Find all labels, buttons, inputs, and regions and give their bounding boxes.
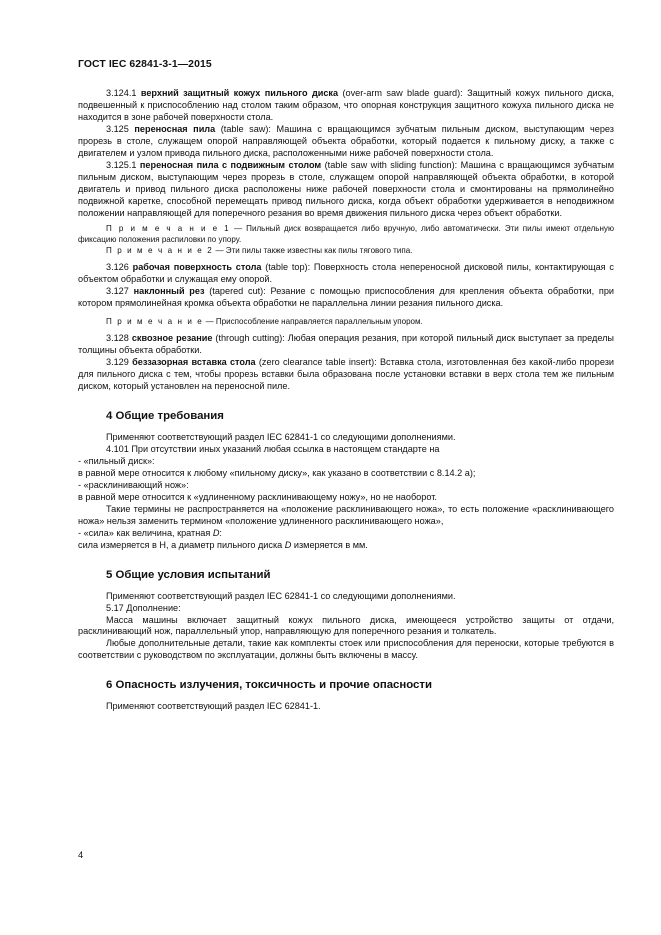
note-label: П р и м е ч а н и е 1 bbox=[106, 224, 231, 234]
section-4-paragraph bbox=[78, 540, 614, 552]
definition-term: переносная пила bbox=[134, 123, 216, 134]
definition-number: 3.127 bbox=[106, 286, 129, 297]
section-5-paragraph: Масса машины включает защитный кожух пильного диска, имеющееся устройство защиты от отдачи, расклинивающий нож, параллельный упор, направляющую для поперечного резания и толкатель. bbox=[78, 614, 614, 637]
definition-text: (table saw): Машина с вращающимся зубчатым пильным диском, выступающим через прорезь в столе, служащем опорой направляющей объекта обработки, который подается к пильному диску, а также с двигателем и узлом привода пильного диска, расположенными ниже рабочей поверхности стола. bbox=[78, 123, 614, 158]
page-content bbox=[78, 88, 614, 713]
section-5-paragraph: 5.17 Дополнение: bbox=[106, 602, 181, 613]
definition-3-128 bbox=[78, 333, 614, 357]
section-4-list-item: - «пильный диск»: bbox=[78, 455, 155, 466]
page-number: 4 bbox=[78, 850, 84, 860]
definition-term: сквозное резание bbox=[131, 333, 213, 344]
definition-term: рабочая поверхность стола bbox=[132, 262, 262, 273]
note-1 bbox=[78, 223, 614, 245]
section-4-paragraph: Такие термины не распространяется на «положение расклинивающего ножа», то есть положение «расклинивающего ножа» нельзя заменить термином «положение удлиненного расклинивающего ножа», bbox=[78, 503, 614, 526]
definition-term: беззазорная вставка стола bbox=[132, 357, 256, 368]
definition-number: 3.126 bbox=[106, 262, 129, 273]
definition-number: 3.128 bbox=[106, 333, 129, 344]
section-6-heading: 6 Опасность излучения, токсичность и прочие опасности bbox=[106, 679, 432, 692]
definition-number: 3.125.1 bbox=[106, 159, 137, 170]
definition-term: переносная пила с подвижным столом bbox=[139, 159, 322, 170]
text-fragment: - «сила» как величина, кратная bbox=[78, 527, 213, 538]
section-4-list-item: - «расклинивающий нож»: bbox=[78, 479, 189, 490]
section-5-paragraph: Применяют соответствующий раздел IEC 62841-1 со следующими дополнениями. bbox=[106, 590, 456, 601]
definition-number: 3.125 bbox=[106, 123, 129, 134]
section-5-heading: 5 Общие условия испытаний bbox=[106, 568, 271, 581]
standard-header: ГОСТ IEC 62841-3-1—2015 bbox=[78, 59, 212, 70]
definition-3-127 bbox=[78, 286, 614, 310]
note-label: П р и м е ч а н и е bbox=[106, 317, 204, 327]
text-fragment: сила измеряется в Н, а диаметр пильного диска bbox=[78, 539, 285, 550]
note-text: — Приспособление направляется параллельным упором. bbox=[203, 317, 423, 327]
section-4-list-item bbox=[78, 528, 614, 540]
definition-text: (through cutting): Любая операция резания, при которой пильный диск выступает за пределы толщины объекта обработки. bbox=[78, 333, 614, 356]
section-4-heading: 4 Общие требования bbox=[106, 410, 224, 423]
section-4-paragraph: в равной мере относится к «удлиненному расклинивающему ножу», но не наоборот. bbox=[78, 491, 437, 502]
note-label: П р и м е ч а н и е 2 bbox=[106, 246, 214, 256]
definition-text: (zero clearance table insert): Вставка стола, изготовленная без какой-либо прорези для пильного диска с тем, чтобы прорезь вставки была образована после установки вставки в верх стола тем же пильным диском, который установлен на переносной пиле. bbox=[78, 357, 614, 392]
definition-3-129 bbox=[78, 357, 614, 393]
text-fragment: измеряется в мм. bbox=[291, 539, 368, 550]
definition-number: 3.129 bbox=[106, 357, 129, 368]
section-4-paragraph: в равной мере относится к любому «пильному диску», как указано в соответствии с 8.14.2 а); bbox=[78, 467, 476, 478]
note-2 bbox=[78, 245, 614, 256]
definition-text: (table top): Поверхность стола непереносной дисковой пилы, контактирующая с объектом обработки и служащая ему опорой. bbox=[78, 262, 614, 285]
definition-3-126 bbox=[78, 262, 614, 286]
variable-d: D bbox=[284, 539, 292, 550]
note-text: — Пильный диск возвращается либо вручную, либо автоматически. Эти пилы имеют отдельную фиксацию положения распиловки по упору. bbox=[78, 224, 614, 245]
text-fragment: : bbox=[219, 527, 222, 538]
note-3 bbox=[78, 316, 614, 327]
section-4-paragraph: Применяют соответствующий раздел IEC 62841-1 со следующими дополнениями. bbox=[106, 432, 456, 443]
definition-number: 3.124.1 bbox=[106, 88, 137, 98]
definition-term: наклонный рез bbox=[133, 286, 205, 297]
section-5-paragraph: Любые дополнительные детали, такие как комплекты стоек или приспособления для переноски, которые требуются в соответствии с руководством по эксплуатации, должны быть включены в массу. bbox=[78, 638, 614, 661]
variable-d: D bbox=[212, 527, 220, 538]
definition-text: (over-arm saw blade guard): Защитный кожух пильного диска, подвешенный к приспособлению над столом таким образом, что опорная конструкция защитного кожуха пильного диска не находится в зоне рабочей поверхности стола. bbox=[78, 88, 614, 122]
definition-3-125 bbox=[78, 124, 614, 160]
definition-3-125-1 bbox=[78, 160, 614, 220]
definition-text: (table saw with sliding function): Машина с вращающимся зубчатым пильным диском, выступающим через прорезь в столе, служащем опорой направляющей объекта обработки, в которой двигатель и привод пильного диска расположены ниже рабочей поверхности стола и смонтированы на прямолинейно подвижной каретке, способной перемещать привод пильного диска, когда объект обработки удерживается в неподвижном положении направляющей для поперечного резания во время движения пильного диска через объект обработки. bbox=[78, 159, 614, 218]
section-4-paragraph: 4.101 При отсутствии иных указаний любая ссылка в настоящем стандарте на bbox=[106, 444, 440, 455]
section-6-paragraph: Применяют соответствующий раздел IEC 62841-1. bbox=[106, 701, 321, 712]
note-text: — Эти пилы также известны как пилы тягового типа. bbox=[213, 246, 413, 256]
definition-text: (tapered cut): Резание с помощью приспособления для крепления объекта обработки, при котором прямолинейная кромка объекта обработки не параллельна линии резания пильного диска. bbox=[78, 286, 614, 309]
definition-term: верхний защитный кожух пильного диска bbox=[140, 88, 339, 98]
definition-3-124-1 bbox=[78, 88, 614, 124]
